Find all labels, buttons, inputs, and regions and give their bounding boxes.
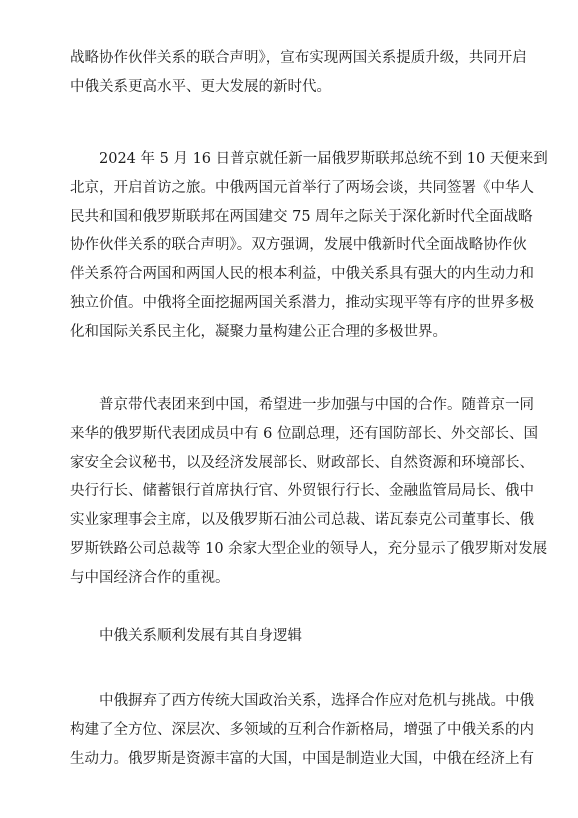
text-line: 生动力。俄罗斯是资源丰富的大国，中国是制造业大国，中俄在经济上有 <box>70 750 534 767</box>
section-heading: 中俄关系顺利发展有其自身逻辑 <box>99 628 302 644</box>
text-line: 普京带代表团来到中国，希望进一步加强与中国的合作。随普京一同 <box>99 397 534 413</box>
text-line: 构建了全方位、深层次、多领域的互利合作新格局，增强了中俄关系的内 <box>70 721 534 738</box>
text-line: 中俄关系更高水平、更大发展的新时代。 <box>70 78 331 95</box>
text-line: 北京，开启首访之旅。中俄两国元首举行了两场会谈，共同签署《中华人 <box>70 179 534 196</box>
text-line: 协作伙伴关系的联合声明》。双方强调，发展中俄新时代全面战略协作伙 <box>70 237 527 254</box>
paragraph-joint-statement <box>70 44 527 102</box>
text-line: 2024 年 5 月 16 日普京就任新一届俄罗斯联邦总统不到 10 天便来到 <box>99 151 548 167</box>
paragraph-putin-visit <box>70 145 548 347</box>
text-line: 化和国际关系民主化，凝聚力量构建公正合理的多极世界。 <box>70 323 447 340</box>
paragraph-cooperation <box>70 687 534 773</box>
text-line: 民共和国和俄罗斯联邦在两国建交 75 周年之际关于深化新时代全面战略 <box>70 208 533 225</box>
text-line: 家安全会议秘书，以及经济发展部长、财政部长、自然资源和环境部长、 <box>70 454 534 471</box>
paragraph-delegation <box>70 391 548 593</box>
text-line: 来华的俄罗斯代表团成员中有 6 位副总理，还有国防部长、外交部长、国 <box>70 425 538 442</box>
text-line: 中俄摒弃了西方传统大国政治关系，选择合作应对危机与挑战。中俄 <box>99 693 534 709</box>
text-line: 与中国经济合作的重视。 <box>70 569 230 586</box>
text-line: 独立价值。中俄将全面挖掘两国关系潜力，推动实现平等有序的世界多极 <box>70 294 534 311</box>
text-line: 实业家理事会主席，以及俄罗斯石油公司总裁、诺瓦泰克公司董事长、俄 <box>70 512 534 529</box>
text-line: 战略协作伙伴关系的联合声明》，宣布实现两国关系提质升级，共同开启 <box>70 50 527 66</box>
text-line: 央行行长、储蓄银行首席执行官、外贸银行行长、金融监管局局长、俄中 <box>70 483 534 500</box>
text-line: 罗斯铁路公司总裁等 10 余家大型企业的领导人，充分显示了俄罗斯对发展 <box>70 540 548 557</box>
text-line: 伴关系符合两国和两国人民的根本利益，中俄关系具有强大的内生动力和 <box>70 266 534 283</box>
